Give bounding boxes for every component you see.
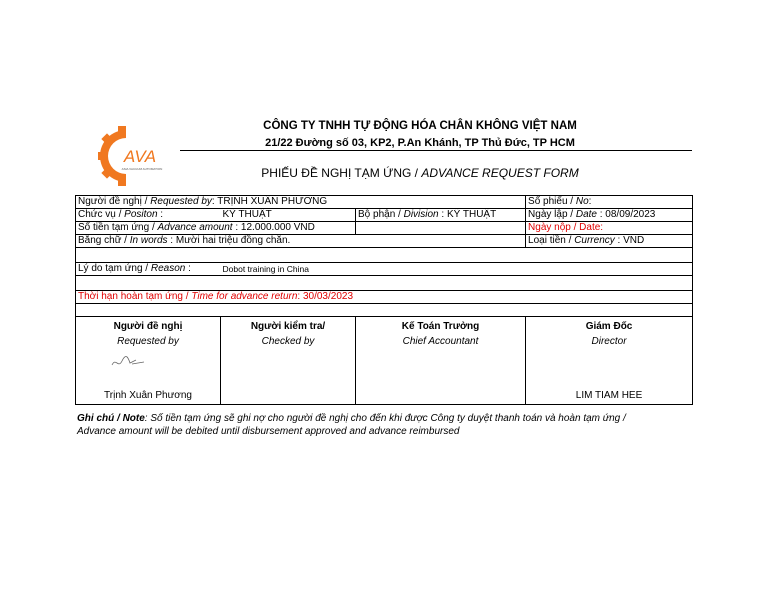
row-blank-2 <box>76 276 693 291</box>
row-in-words <box>76 235 693 248</box>
requested-by-cell: Người đề nghị / Requested by: TRỊNH XUÂN PHƯƠNG <box>76 196 526 209</box>
logo-text: AVA <box>123 147 157 166</box>
amount-cell: Số tiền tạm ứng / Advance amount : 12.000.000 VND <box>76 222 356 235</box>
note-line-2: Advance amount will be debited until disbursement approved and advance reimbursed <box>77 426 460 437</box>
note-line-1: Ghi chú / Note: Số tiền tạm ứng sẽ ghi nợ cho người đề nghị cho đến khi được Công ty duyệt thanh toán và hoàn tạm ứng / <box>77 413 626 424</box>
signature-director: Giám Đốc Director LIM TIAM HEE <box>526 317 693 405</box>
handwritten-signature <box>108 351 148 373</box>
requester-name: Trịnh Xuân Phương <box>104 390 192 401</box>
requested-by-value: : TRỊNH XUÂN PHƯƠNG <box>211 196 328 207</box>
company-name: CÔNG TY TNHH TỰ ĐỘNG HÓA CHÂN KHÔNG VIỆT NAM <box>263 120 577 132</box>
row-amount <box>76 222 693 235</box>
form-title-en: ADVANCE REQUEST FORM <box>421 166 579 180</box>
advance-request-table <box>75 195 693 405</box>
row-return-deadline <box>76 291 693 304</box>
reason-value: Dobot training in China <box>221 263 693 276</box>
company-address: 21/22 Đường số 03, KP2, P.An Khánh, TP Thủ Đức, TP HCM <box>265 137 575 149</box>
currency-cell: Loại tiền / Currency : VND <box>526 235 693 248</box>
row-reason <box>76 263 693 276</box>
row-blank-3 <box>76 304 693 317</box>
row-blank-1 <box>76 248 693 263</box>
row-signatures <box>76 317 693 405</box>
form-title <box>170 166 670 180</box>
company-logo <box>96 124 176 188</box>
position-label-cell: Chức vụ / Positon : <box>76 209 221 222</box>
header-divider <box>180 150 692 151</box>
signature-chief-accountant: Kế Toán Trưởng Chief Accountant <box>356 317 526 405</box>
return-deadline-cell: Thời hạn hoàn tạm ứng / Time for advance return: 30/03/2023 <box>76 291 693 304</box>
director-name: LIM TIAM HEE <box>575 390 643 401</box>
no-cell: Số phiếu / No: <box>526 196 693 209</box>
logo-tagline: ASIA VACUUM AUTOMATION <box>121 167 163 171</box>
signature-requested-by: Người đề nghị Requested by Trịnh Xuân Phương <box>76 317 221 405</box>
division-cell: Bộ phận / Division : KỸ THUẬT <box>356 209 526 222</box>
reason-label-cell: Lý do tạm ứng / Reason : <box>76 263 221 276</box>
submit-date-cell: Ngày nộp / Date: <box>526 222 693 235</box>
signature-checked-by: Người kiểm tra/ Checked by <box>221 317 356 405</box>
amount-spacer <box>356 222 526 235</box>
in-words-cell: Bằng chữ / In words : Mười hai triệu đồng chẵn. <box>76 235 526 248</box>
amount-value: : 12.000.000 VND <box>232 222 315 233</box>
position-value: KỸ THUẬT <box>221 209 356 222</box>
form-title-vi: PHIẾU ĐỀ NGHỊ TẠM ỨNG / <box>261 166 422 180</box>
date-cell: Ngày lập / Date : 08/09/2023 <box>526 209 693 222</box>
row-position <box>76 209 693 222</box>
row-requested-by <box>76 196 693 209</box>
